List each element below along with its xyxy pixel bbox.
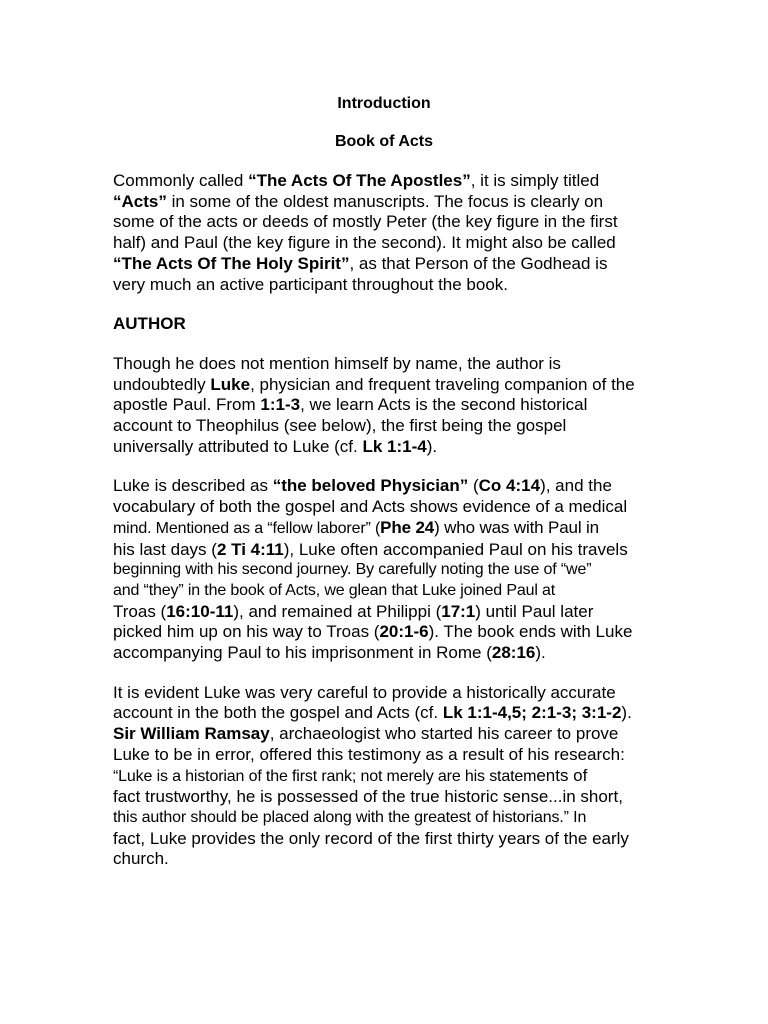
- intro-paragraph: Commonly called “The Acts Of The Apostles”, it is simply titled “Acts” in some of the oldest manuscripts. The focus is clearly on some of the acts or deeds of mostly Peter (the key figure in the first half) and Paul (the key figure in the second). It might also be called “The Acts Of The Holy Spirit”, as that Person of the Godhead is very much an active participant throughout the book.: [113, 171, 618, 294]
- page-title: Introduction: [337, 95, 431, 112]
- luke-paragraph: Luke is described as “the beloved Physician” (Co 4:14), and the vocabulary of both the gospel and Acts shows evidence of a medical mind. Mentioned as a “fellow laborer” (Phe 24) who was with Paul in his last days (2 Ti 4:11), Luke often accompanied Paul on his travels beginning with his second journey. By carefully noting the use of “we” and “they” in the book of Acts, we glean that Luke joined Paul at Troas (16:10-11), and remained at Philippi (17:1) until Paul later picked him up on his way to Troas (20:1-6). The book ends with Luke accompanying Paul to his imprisonment in Rome (28:16).: [113, 476, 633, 663]
- book-title: Book of Acts: [334, 133, 434, 150]
- author-paragraph: Though he does not mention himself by name, the author is undoubtedly Luke, physician and frequent traveling companion of the apostle Paul. From 1:1-3, we learn Acts is the second historical account to Theophilus (see below), the first being the gospel universally attributed to Luke (cf. Lk 1:1-4).: [113, 353, 635, 456]
- author-heading: AUTHOR: [113, 314, 186, 334]
- evident-paragraph: It is evident Luke was very careful to provide a historically accurate account in the both the gospel and Acts (cf. Lk 1:1-4,5; 2:1-3; 3:1-2). Sir William Ramsay, archaeologist who started his career to prove Luke to be in error, offered this testimony as a result of his research: “Luke is a historian of the first rank; not merely are his statements of fact trustworthy, he is possessed of the true historic sense...in short, this author should be placed along with the greatest of historians.” In fact, Luke provides the only record of the first thirty years of the early church.: [113, 682, 632, 869]
- document-body: [113, 171, 653, 889]
